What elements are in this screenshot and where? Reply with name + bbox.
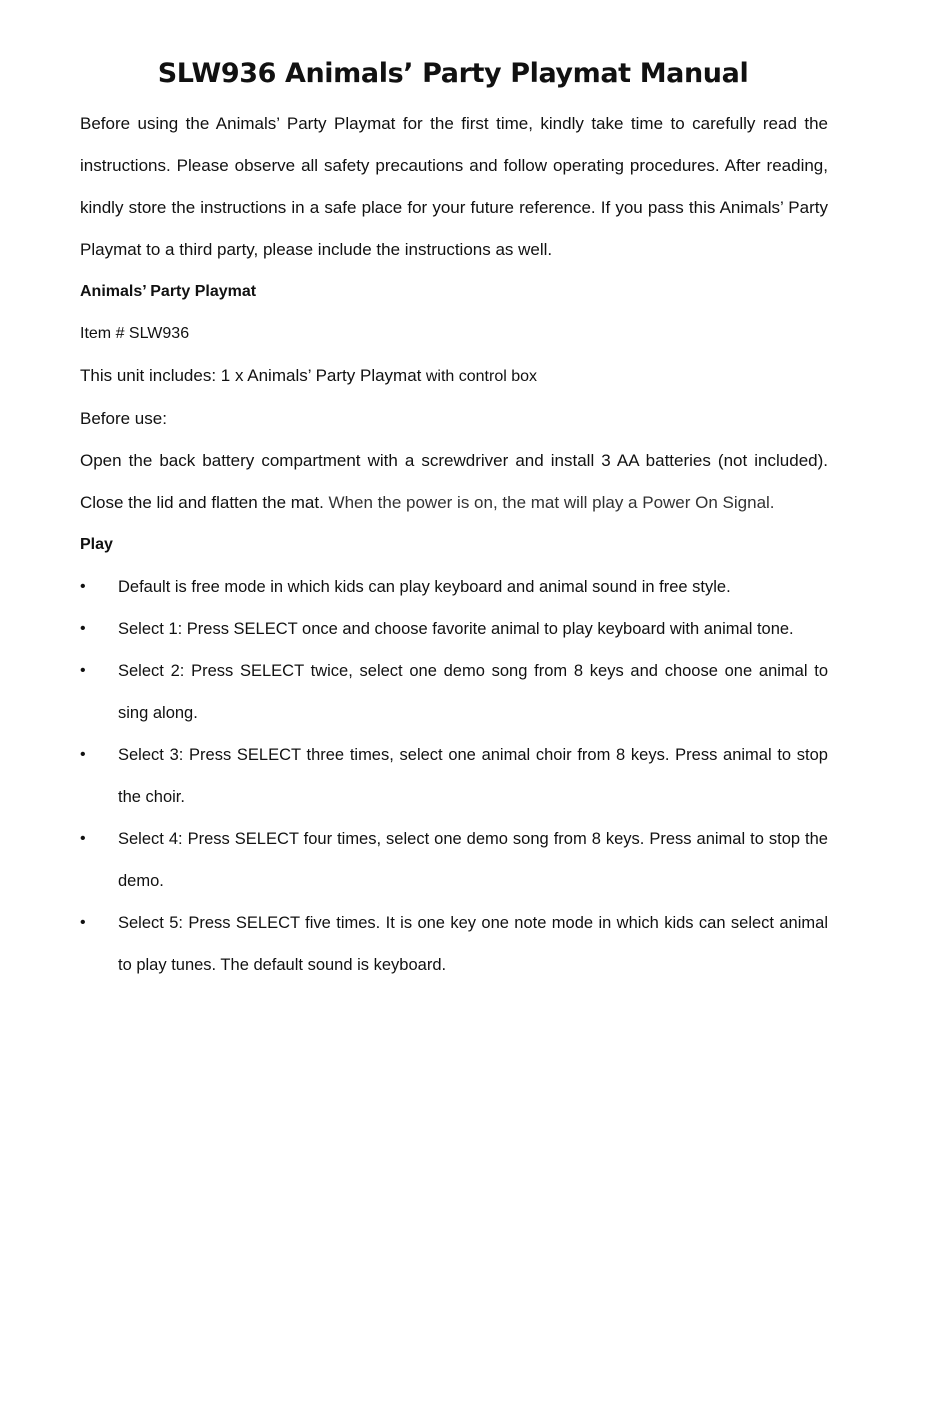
before-use-text: Open the back battery compartment with a screwdriver and install 3 AA batteries (not included). Close the lid and flatten the mat. <box>80 451 828 512</box>
list-item <box>80 902 828 986</box>
list-item <box>80 818 828 902</box>
bullet-icon: • <box>80 746 86 763</box>
play-list <box>80 566 828 986</box>
includes-line <box>80 355 828 398</box>
list-item <box>80 608 828 650</box>
list-item-text: Select 2: Press SELECT twice, select one demo song from 8 keys and choose one animal to sing along. <box>118 662 828 722</box>
list-item-text: Select 5: Press SELECT five times. It is one key one note mode in which kids can select animal to play tunes. The default sound is keyboard. <box>118 914 828 974</box>
list-item <box>80 650 828 734</box>
includes-suffix: with control box <box>421 368 538 385</box>
document-title: SLW936 Animals’ Party Playmat Manual <box>157 58 749 89</box>
list-item <box>80 566 828 608</box>
bullet-icon: • <box>80 620 86 637</box>
bullet-icon: • <box>80 578 86 595</box>
list-item <box>80 734 828 818</box>
list-item-text: Select 1: Press SELECT once and choose favorite animal to play keyboard with animal tone. <box>118 620 794 638</box>
before-use-heading: Before use: <box>80 409 167 428</box>
play-heading: Play <box>80 536 113 553</box>
intro-paragraph: Before using the Animals’ Party Playmat for the first time, kindly take time to carefully read the instructions. Please observe all safety precautions and follow operating procedures. After reading, kindly store the instructions in a safe place for your future reference. If you pass this Animals’ Party Playmat to a third party, please include the instructions as well. <box>80 114 828 259</box>
product-heading: Animals’ Party Playmat <box>80 283 257 300</box>
list-item-text: Select 4: Press SELECT four times, select one demo song from 8 keys. Press animal to stop the demo. <box>118 830 828 890</box>
bullet-icon: • <box>80 662 86 679</box>
power-on-text: When the power is on, the mat will play a Power On Signal. <box>323 493 775 512</box>
document-body <box>80 103 828 986</box>
before-use-paragraph <box>80 440 828 524</box>
item-number: Item # SLW936 <box>80 325 190 342</box>
list-item-text: Select 3: Press SELECT three times, select one animal choir from 8 keys. Press animal to stop the choir. <box>118 746 828 806</box>
bullet-icon: • <box>80 914 86 931</box>
bullet-icon: • <box>80 830 86 847</box>
includes-label: This unit includes: 1 x Animals’ Party Playmat <box>80 366 422 385</box>
list-item-text: Default is free mode in which kids can play keyboard and animal sound in free style. <box>118 578 731 596</box>
